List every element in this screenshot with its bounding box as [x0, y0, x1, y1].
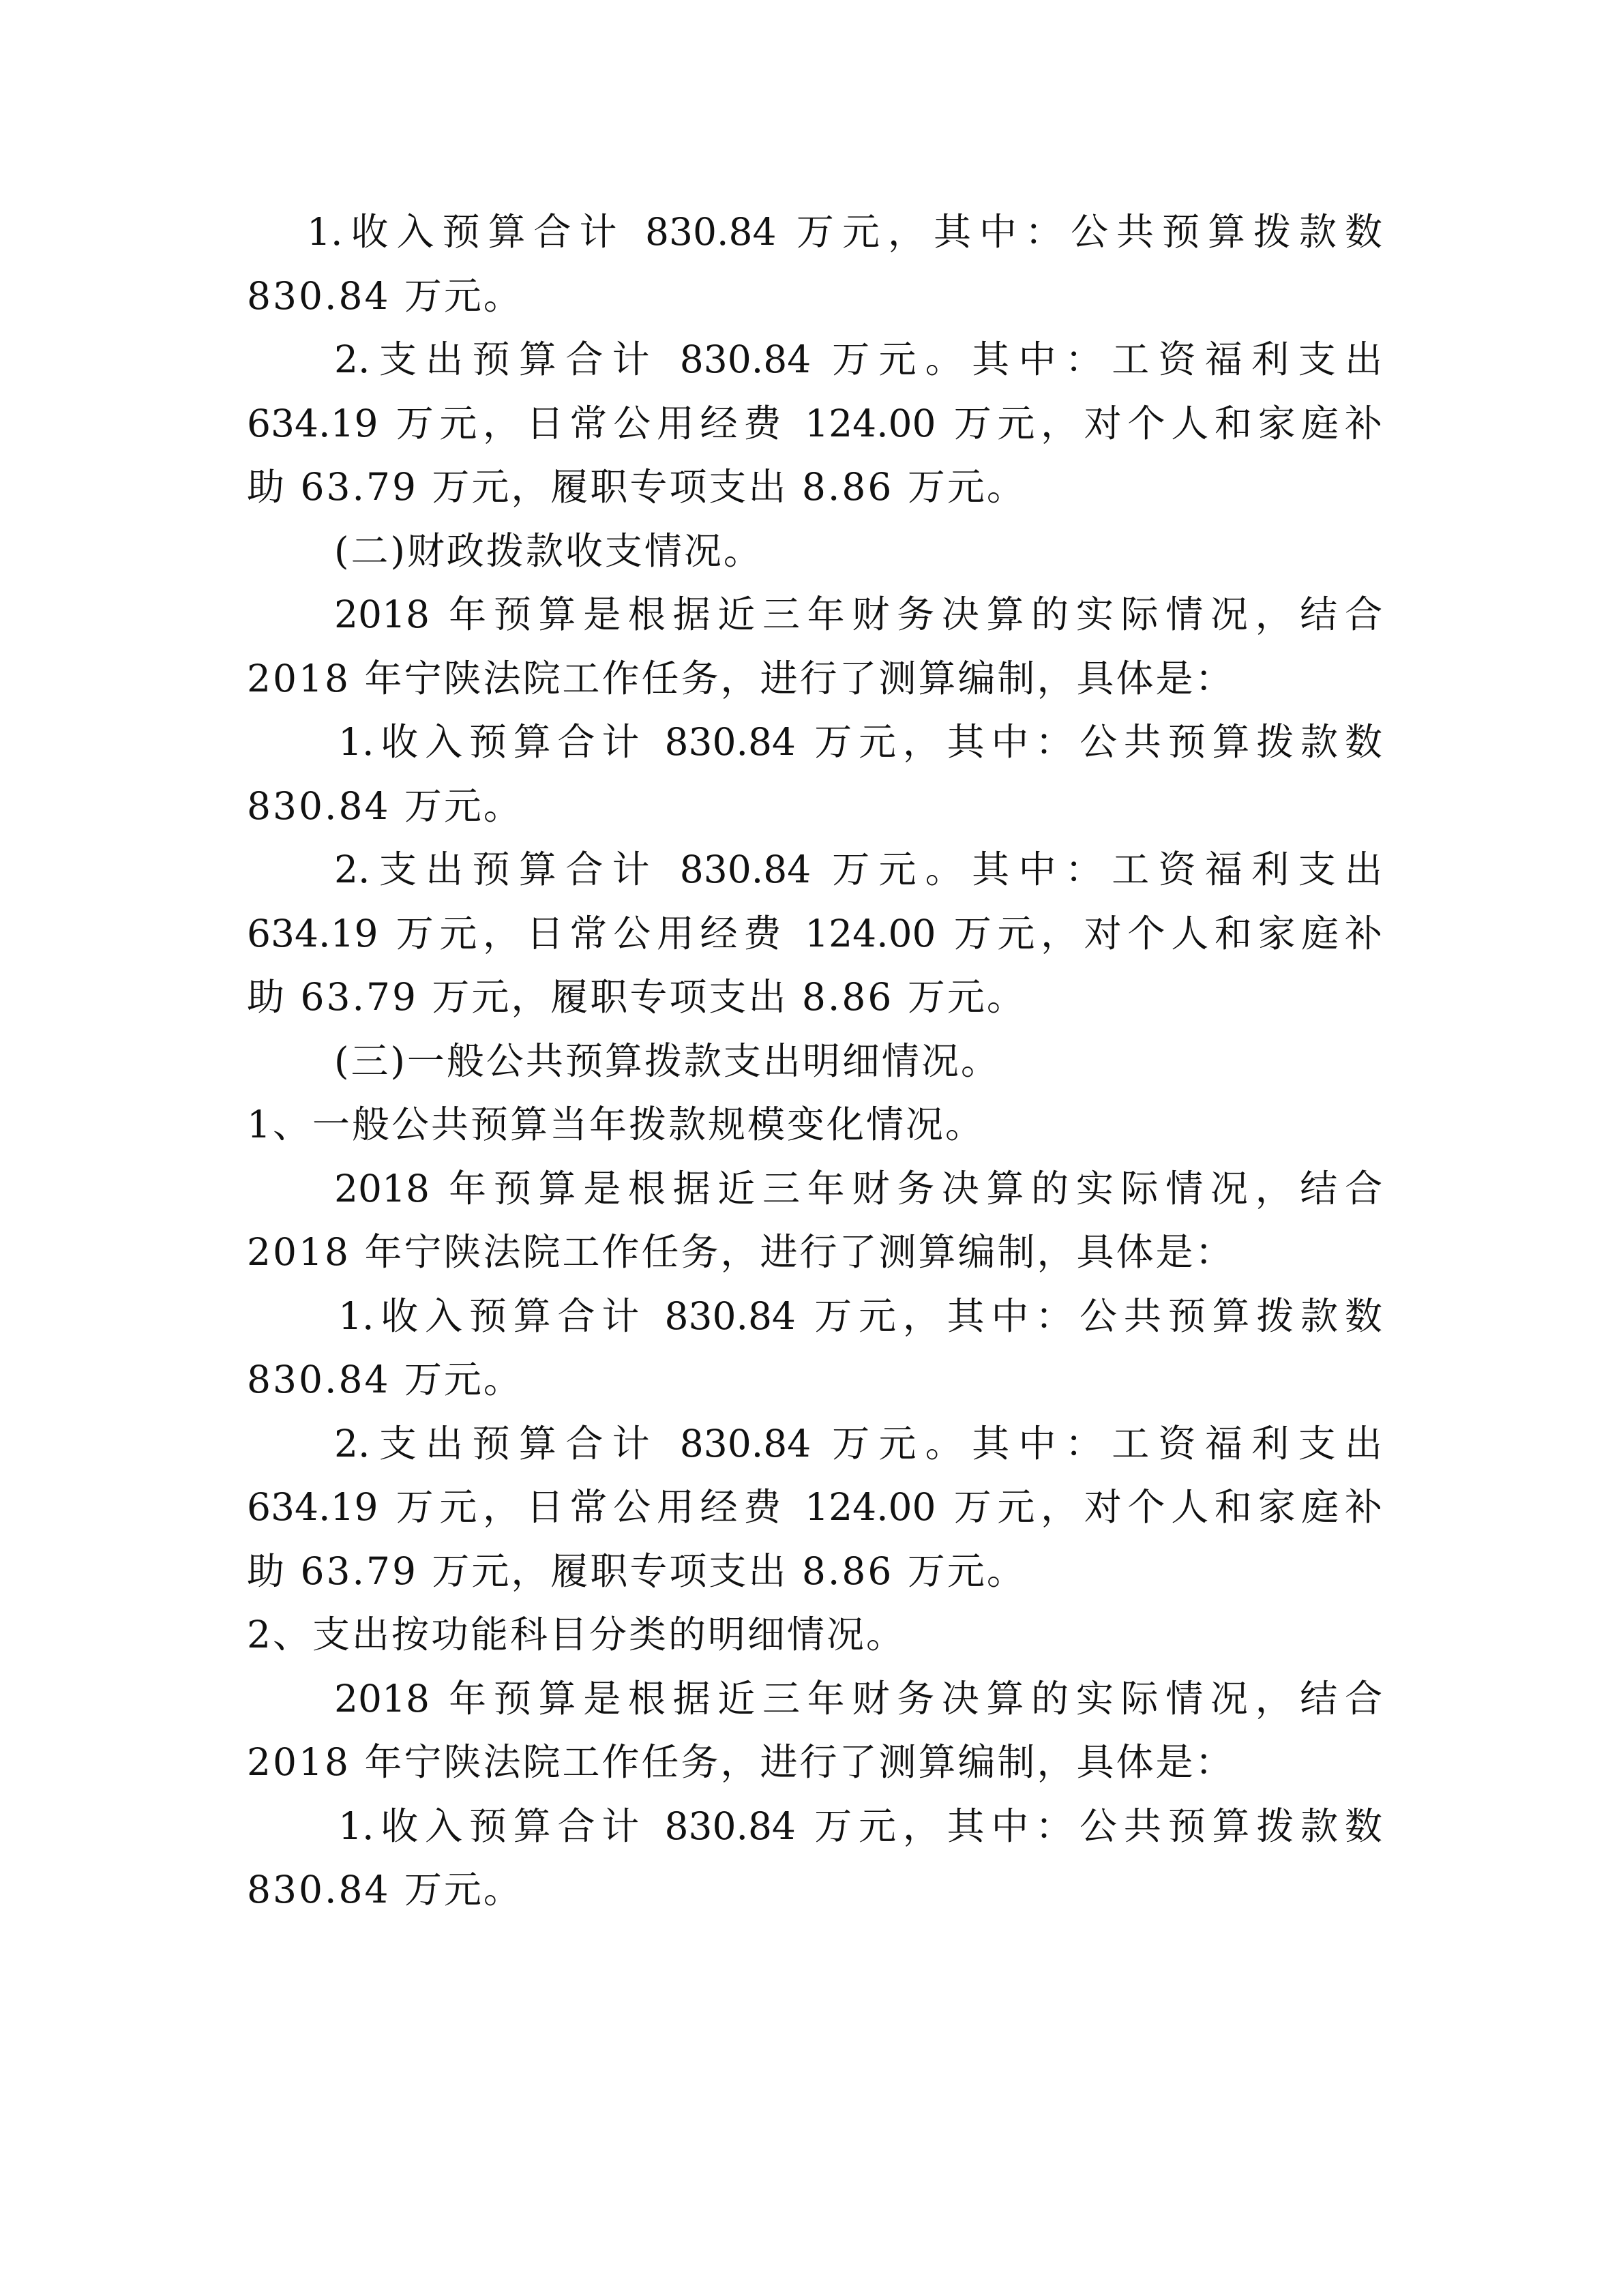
paragraph-line: 830.84 万元。 — [247, 784, 523, 828]
paragraph-line: 2.支出预算合计 830.84 万元。其中：工资福利支出 — [334, 338, 1382, 381]
paragraph-line: 2018 年宁陕法院工作任务，进行了测算编制，具体是： — [247, 656, 1235, 700]
document-body — [247, 200, 1382, 1922]
paragraph-line: 830.84 万元。 — [247, 1868, 523, 1911]
paragraph-line: 2018 年预算是根据近三年财务决算的实际情况，结合 — [334, 1166, 1382, 1210]
section-heading: (三)一般公共预算拨款支出明细情况。 — [334, 1039, 1000, 1083]
paragraph-line: 助 63.79 万元，履职专项支出 8.86 万元。 — [247, 975, 1026, 1019]
paragraph-line: 1.收入预算合计 830.84 万元，其中：公共预算拨款数 — [338, 720, 1382, 764]
paragraph-line: 助 63.79 万元，履职专项支出 8.86 万元。 — [247, 465, 1026, 509]
paragraph-line: 2018 年宁陕法院工作任务，进行了测算编制，具体是： — [247, 1230, 1235, 1274]
paragraph-line: 634.19 万元，日常公用经费 124.00 万元，对个人和家庭补 — [247, 911, 1382, 955]
subsection-heading: 1、一般公共预算当年拨款规模变化情况。 — [247, 1103, 985, 1146]
paragraph-line: 2.支出预算合计 830.84 万元。其中：工资福利支出 — [334, 848, 1382, 891]
paragraph-line: 634.19 万元，日常公用经费 124.00 万元，对个人和家庭补 — [247, 401, 1382, 445]
paragraph-line: 2018 年预算是根据近三年财务决算的实际情况，结合 — [334, 593, 1382, 636]
paragraph-line: 1.收入预算合计 830.84 万元，其中：公共预算拨款数 — [338, 1804, 1382, 1848]
paragraph-line: 2018 年预算是根据近三年财务决算的实际情况，结合 — [334, 1676, 1382, 1720]
paragraph-line: 2018 年宁陕法院工作任务，进行了测算编制，具体是： — [247, 1740, 1235, 1784]
paragraph-line: 830.84 万元。 — [247, 273, 523, 318]
paragraph-line: 2.支出预算合计 830.84 万元。其中：工资福利支出 — [334, 1421, 1382, 1465]
paragraph-line: 助 63.79 万元，履职专项支出 8.86 万元。 — [247, 1549, 1026, 1593]
paragraph-line: 1.收入预算合计 830.84 万元，其中：公共预算拨款数 — [338, 1294, 1382, 1338]
paragraph-line: 634.19 万元，日常公用经费 124.00 万元，对个人和家庭补 — [247, 1485, 1382, 1529]
paragraph-line: 1.收入预算合计 830.84 万元，其中：公共预算拨款数 — [307, 210, 1382, 254]
paragraph-line: 830.84 万元。 — [247, 1358, 523, 1401]
subsection-heading: 2、支出按功能科目分类的明细情况。 — [247, 1613, 906, 1656]
section-heading: (二)财政拨款收支情况。 — [334, 528, 763, 573]
